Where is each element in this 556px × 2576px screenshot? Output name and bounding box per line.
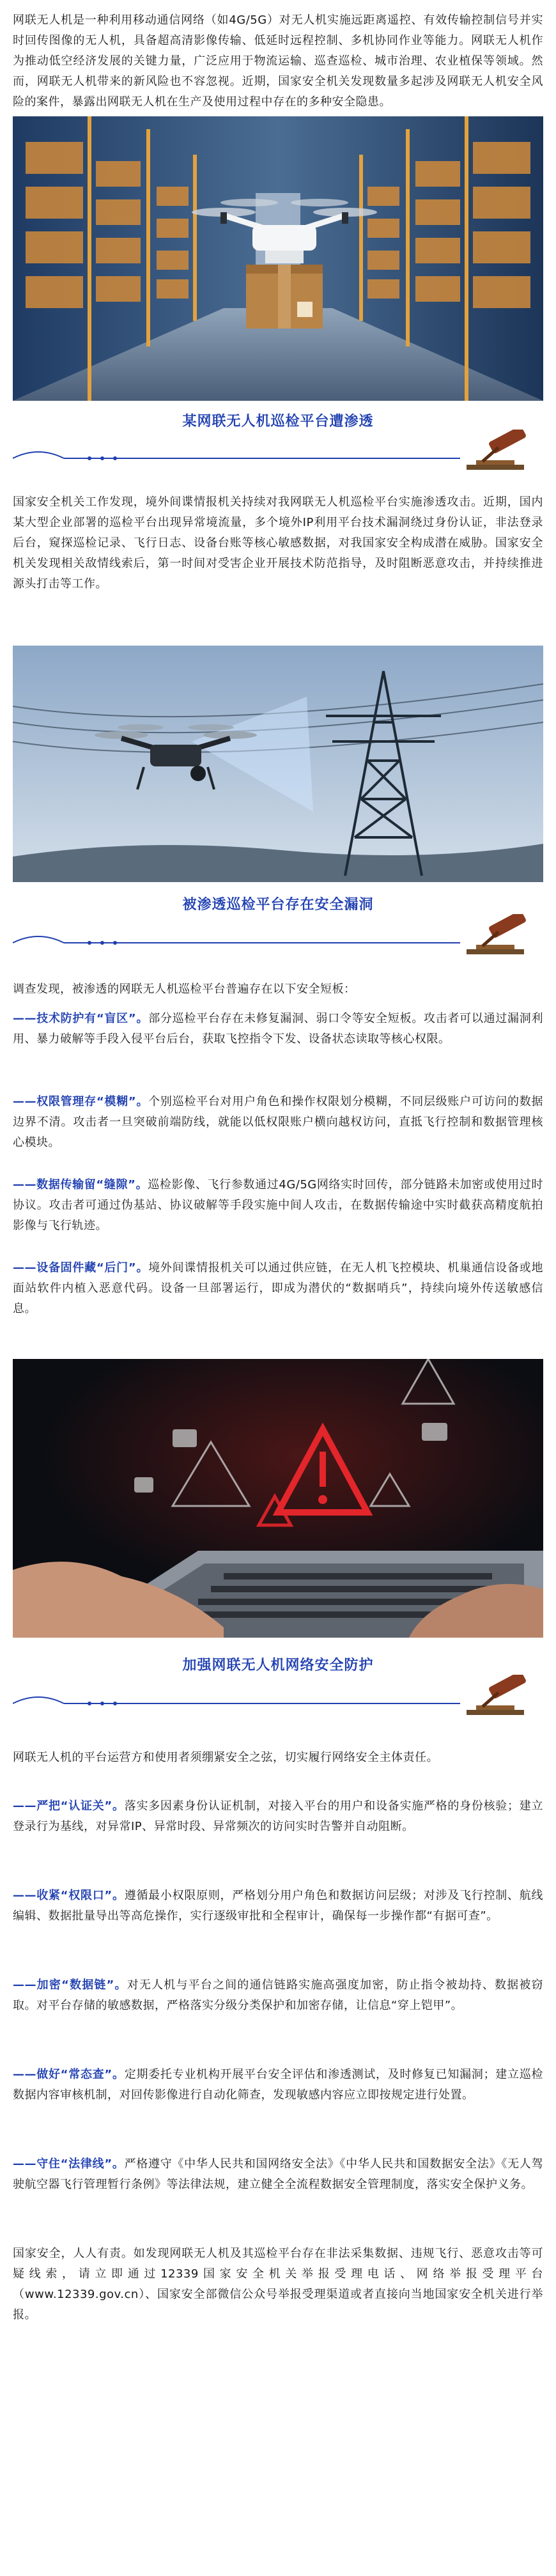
section-divider-2	[13, 914, 543, 959]
section3-item-2	[13, 1886, 543, 1927]
section3-caption: 加强网联无人机网络安全防护	[182, 1657, 374, 1673]
item-lead: ——做好“常态查”。	[13, 2068, 125, 2081]
item-lead: ——设备固件藏“后门”。	[13, 1261, 149, 1275]
section-divider-3	[13, 1675, 543, 1719]
item-text: 境外间谍情报机关可以通过供应链，在无人机飞控模块、机巢通信设备或地面站软件内植入恶意代码。设备一旦部署运行，即成为潜伏的“数据哨兵”，持续向境外传送敏感信息。	[13, 1261, 543, 1315]
photo-delivery-drone	[13, 116, 543, 401]
item-lead: ——权限管理存“模糊”。	[13, 1095, 149, 1108]
section2-item-1	[13, 1009, 543, 1050]
intro-paragraph: 网联无人机是一种利用移动通信网络（如4G/5G）对无人机实施远距离遥控、有效传输控制信号并实时回传图像的无人机，具备超高清影像传输、低延时远程控制、多机协同作业等能力。网联无人机作为推动低空经济发展的关键力量，广泛应用于物流运输、巡查巡检、城市治理、农业植保等领域。然而，网联无人机带来的新风险也不容忽视。近期，国家安全机关发现数量多起涉及网联无人机安全风险的案件，暴露出网联无人机在生产及使用过程中存在的多种安全隐患。	[13, 13, 543, 109]
gavel-icon	[467, 430, 527, 470]
item-text: 巡检影像、飞行参数通过4G/5G网络实时回传，部分链路未加密或使用过时协议。攻击者可通过伪基站、协议破解等手段实施中间人攻击，在数据传输途中实时截获高精度航拍影像与飞行轨迹。	[13, 1178, 543, 1232]
section3-intro: 网联无人机的平台运营方和使用者须绷紧安全之弦，切实履行网络安全主体责任。	[13, 1751, 438, 1764]
item-lead: ——守住“法律线”。	[13, 2157, 125, 2171]
section2-item-3	[13, 1175, 543, 1236]
item-text: 部分巡检平台存在未修复漏洞、弱口令等安全短板。攻击者可以通过漏洞利用、暴力破解等手段入侵平台后台，获取飞控指令下发、设备状态读取等核心权限。	[13, 1012, 543, 1046]
photo-drone-tower	[13, 646, 543, 882]
section2-item-2	[13, 1092, 543, 1153]
item-text: 定期委托专业机构开展平台安全评估和渗透测试，及时修复已知漏洞；建立巡检数据内容审核机制，对回传影像进行自动化筛查，发现敏感内容应立即按规定进行处置。	[13, 2068, 543, 2102]
item-lead: ——技术防护有“盲区”。	[13, 1012, 149, 1025]
section3-item-3	[13, 1975, 543, 2016]
gavel-icon	[467, 1675, 527, 1715]
item-text: 遵循最小权限原则，严格划分用户角色和数据访问层级；对涉及飞行控制、航线编辑、数据批量导出等高危操作，实行逐级审批和全程审计，确保每一步操作都“有据可查”。	[13, 1889, 543, 1923]
item-lead: ——数据传输留“缝隙”。	[13, 1178, 148, 1191]
item-lead: ——加密“数据链”。	[13, 1978, 127, 1992]
item-lead: ——收紧“权限口”。	[13, 1889, 125, 1902]
section1-caption: 某网联无人机巡检平台遭渗透	[182, 414, 374, 430]
item-text: 严格遵守《中华人民共和国网络安全法》《中华人民共和国数据安全法》《无人驾驶航空器飞行管理暂行条例》等法律法规，建立健全全流程数据安全管理制度，落实安全保护义务。	[13, 2157, 543, 2191]
section3-item-5	[13, 2154, 543, 2195]
item-text: 对无人机与平台之间的通信链路实施高强度加密，防止指令被劫持、数据被窃取。对平台存储的敏感数据，严格落实分级分类保护和加密存储，让信息“穿上铠甲”。	[13, 1978, 543, 2012]
section2-intro: 调查发现，被渗透的网联无人机巡检平台普遍存在以下安全短板：	[13, 982, 356, 996]
photo-laptop-warning	[13, 1359, 543, 1638]
section3-item-4	[13, 2065, 543, 2106]
closing-paragraph: 国家安全，人人有责。如发现网联无人机及其巡检平台存在非法采集数据、违规飞行、恶意攻击等可疑线索，请立即通过12339国家安全机关举报受理电话、网络举报受理平台（www.12339.gov.cn）、国家安全部微信公众号举报受理渠道或者直接向当地国家安全机关进行举报。	[13, 2247, 543, 2322]
item-lead: ——严把“认证关”。	[13, 1799, 125, 1813]
section3-item-1	[13, 1796, 543, 1837]
item-text: 个别巡检平台对用户角色和操作权限划分模糊，不同层级账户可访问的数据边界不清。攻击者一旦突破前端防线，就能以低权限账户横向越权访问，直抵飞行控制和数据管理核心模块。	[13, 1095, 543, 1149]
section2-item-4	[13, 1258, 543, 1319]
item-text: 落实多因素身份认证机制，对接入平台的用户和设备实施严格的身份核验；建立登录行为基线，对异常IP、异常时段、异常频次的访问实时告警并自动阻断。	[13, 1799, 543, 1833]
section1-paragraph: 国家安全机关工作发现，境外间谍情报机关持续对我网联无人机巡检平台实施渗透攻击。近期，国内某大型企业部署的巡检平台出现异常境流量，多个境外IP利用平台技术漏洞绕过身份认证，非法登录后台，窥探巡检记录、飞行日志、设备台账等核心敏感数据，对我国家安全构成潜在威胁。国家安全机关发现相关敌情线索后，第一时间对受害企业开展技术防范指导，及时阻断恶意攻击，并持续推进源头打击等工作。	[13, 495, 543, 591]
section-divider-1	[13, 430, 543, 474]
gavel-icon	[467, 914, 527, 954]
section2-caption: 被渗透巡检平台存在安全漏洞	[182, 897, 374, 913]
